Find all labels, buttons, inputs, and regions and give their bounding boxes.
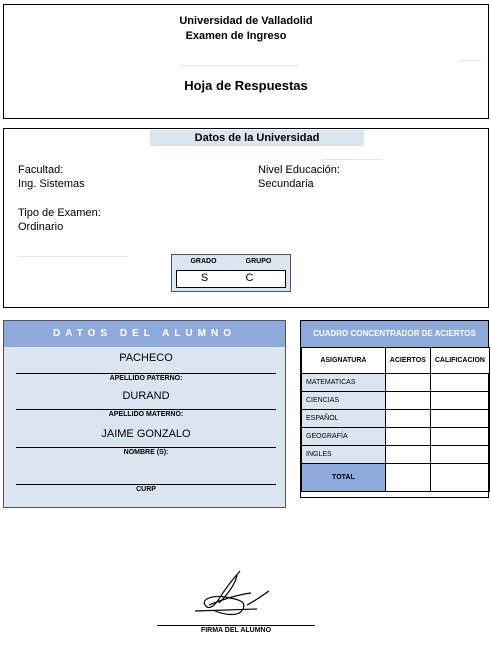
calificacion-cell[interactable] <box>430 446 489 464</box>
university-name: Universidad de Valladolid <box>179 15 313 27</box>
calificacion-cell[interactable] <box>430 428 489 446</box>
table-header-row <box>302 348 490 374</box>
divider <box>16 409 276 410</box>
exam-name: Examen de Ingreso <box>185 30 287 42</box>
total-aciertos-cell[interactable] <box>385 464 430 492</box>
nombre-value: JAIME GONZALO <box>101 428 191 440</box>
divider <box>459 60 481 61</box>
aciertos-cell[interactable] <box>385 428 430 446</box>
table-row <box>302 428 490 446</box>
subject-cell: GEOGRAFÍA <box>302 428 386 446</box>
column-header: ASIGNATURA <box>302 348 386 374</box>
apellido-paterno-value: PACHECO <box>119 352 173 364</box>
table-row <box>302 392 490 410</box>
total-label: TOTAL <box>302 464 386 492</box>
grado-grupo-box <box>171 254 291 292</box>
facultad-label: Facultad: <box>18 164 64 176</box>
score-summary-table <box>300 320 489 498</box>
grupo-label: GRUPO <box>245 258 272 265</box>
calificacion-cell[interactable] <box>430 374 489 392</box>
subject-cell: ESPAÑOL <box>302 410 386 428</box>
calificacion-cell[interactable] <box>430 410 489 428</box>
curp-label: CURP <box>136 486 156 493</box>
tipo-examen-value: Ordinario <box>18 221 64 233</box>
aciertos-cell[interactable] <box>385 446 430 464</box>
university-data-banner: Datos de la Universidad <box>150 130 364 146</box>
apellido-paterno-label: APELLIDO PATERNO: <box>109 375 183 382</box>
aciertos-cell[interactable] <box>385 410 430 428</box>
subject-cell: CIENCIAS <box>302 392 386 410</box>
apellido-materno-label: APELLIDO MATERNO: <box>108 411 184 418</box>
table-row <box>302 374 490 392</box>
score-summary-banner: CUADRO CONCENTRADOR DE ACIERTOS <box>301 321 488 347</box>
divider <box>16 484 276 485</box>
nivel-educacion-label: Nivel Educación: <box>258 164 340 176</box>
subject-cell: MATEMATICAS <box>302 374 386 392</box>
total-calificacion-cell[interactable] <box>430 464 489 492</box>
sheet-title: Hoja de Respuestas <box>184 78 308 93</box>
signature-label: FIRMA DEL ALUMNO <box>200 627 272 634</box>
sheet-header <box>3 4 489 119</box>
signature-line <box>157 625 315 626</box>
score-table <box>301 347 490 492</box>
aciertos-cell[interactable] <box>385 374 430 392</box>
grado-value: S <box>200 272 209 284</box>
apellido-materno-value: DURAND <box>122 390 170 402</box>
aciertos-cell[interactable] <box>385 392 430 410</box>
table-row <box>302 446 490 464</box>
column-header: ACIERTOS <box>385 348 430 374</box>
signature-image <box>185 565 285 625</box>
tipo-examen-label: Tipo de Examen: <box>18 207 101 219</box>
grupo-value: C <box>245 272 254 284</box>
divider <box>179 65 299 66</box>
nivel-educacion-value: Secundaria <box>258 178 314 190</box>
total-row <box>302 464 490 492</box>
university-data-section <box>3 128 489 308</box>
table-row <box>302 410 490 428</box>
column-header: CALIFICACION <box>430 348 489 374</box>
divider <box>16 447 276 448</box>
divider <box>322 159 382 160</box>
grado-label: GRADO <box>190 258 217 265</box>
facultad-value: Ing. Sistemas <box>18 178 85 190</box>
nombre-label: NOMBRE (S): <box>123 449 169 456</box>
divider <box>18 256 128 257</box>
grado-grupo-values <box>176 270 286 288</box>
student-data-section <box>3 320 286 508</box>
divider <box>16 373 276 374</box>
calificacion-cell[interactable] <box>430 392 489 410</box>
subject-cell: INGLES <box>302 446 386 464</box>
student-data-banner: DATOS DEL ALUMNO <box>4 321 285 347</box>
